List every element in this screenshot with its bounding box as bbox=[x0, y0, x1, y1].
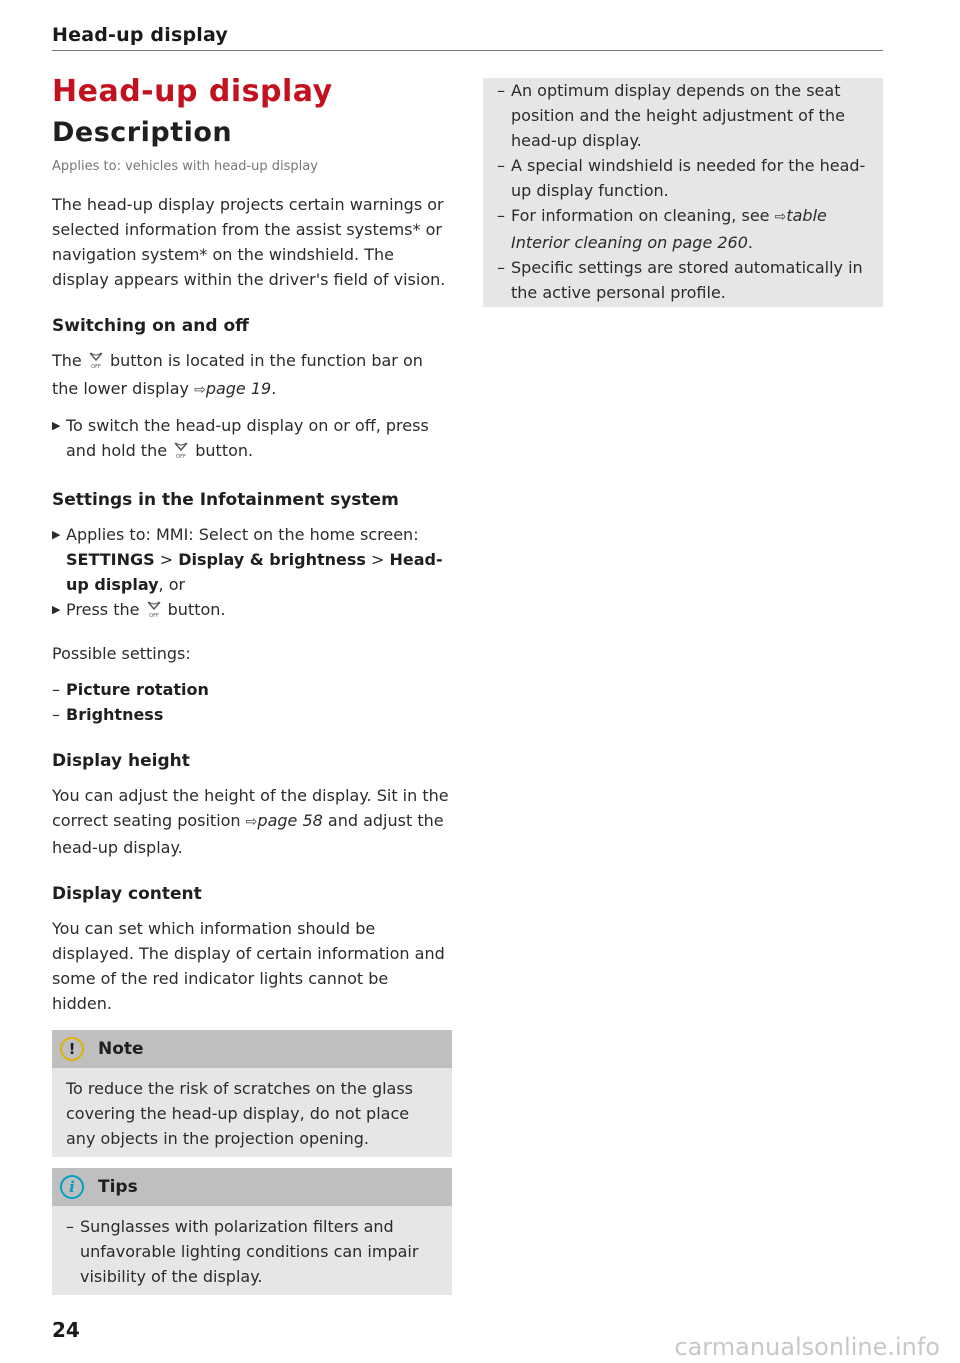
note-text: To reduce the risk of scratches on the glass covering the head-up display, do not place any objects in the projection opening. bbox=[52, 1068, 452, 1157]
page-title: Head-up display bbox=[52, 74, 333, 109]
display-content-paragraph: You can set which information should be displayed. The display of certain information and some of the red indicator lights cannot be hidden. bbox=[52, 919, 445, 1013]
triangle-bullet-icon: ▶ bbox=[52, 528, 61, 541]
heading-switching: Switching on and off bbox=[52, 316, 249, 336]
page-number: 24 bbox=[52, 1318, 80, 1342]
section-title: Description bbox=[52, 117, 233, 148]
exclamation-icon: ! bbox=[60, 1037, 84, 1061]
left-column bbox=[52, 72, 452, 1295]
page-ref-58[interactable]: page 58 bbox=[257, 811, 323, 830]
heading-display-content: Display content bbox=[52, 884, 202, 904]
ref-arrow-icon: ⇨ bbox=[194, 382, 206, 398]
hud-button-icon bbox=[173, 441, 189, 466]
list-item: – A special windshield is needed for the head-up display function. bbox=[497, 156, 866, 200]
svg-text:OFF: OFF bbox=[176, 454, 186, 459]
note-header: ! Note bbox=[52, 1030, 452, 1068]
switch-instruction: ▶ To switch the head-up display on or off, press and hold the OFF button. bbox=[52, 413, 452, 466]
list-item: – Brightness bbox=[52, 705, 164, 724]
page-ref-19[interactable]: page 19 bbox=[205, 379, 272, 398]
ref-arrow-icon: ⇨ bbox=[774, 209, 787, 225]
list-item: – An optimum display depends on the seat position and the height adjustment of the head-up display. bbox=[497, 81, 845, 150]
svg-text:OFF: OFF bbox=[91, 364, 101, 369]
list-item: – Specific settings are stored automatically in the active personal profile. bbox=[497, 258, 863, 302]
hud-button-icon bbox=[146, 600, 162, 625]
list-item: – Sunglasses with polarization filters and unfavorable lighting conditions can impair visibility of the display. bbox=[66, 1217, 419, 1286]
hud-button-icon bbox=[88, 351, 104, 376]
ref-arrow-icon: ⇨ bbox=[245, 814, 258, 830]
svg-text:OFF: OFF bbox=[148, 613, 159, 618]
settings-path-instruction: ▶ Applies to: MMI: Select on the home screen: SETTINGS > Display & brightness > Head-up display, or bbox=[52, 522, 452, 597]
heading-settings: Settings in the Infotainment system bbox=[52, 490, 399, 510]
tips-continued-box bbox=[483, 78, 883, 307]
applies-to-note: Applies to: vehicles with head-up display bbox=[52, 159, 318, 174]
header-rule bbox=[52, 50, 883, 51]
watermark: carmanualsonline.info bbox=[674, 1333, 940, 1361]
tips-body bbox=[52, 1206, 452, 1295]
list-item: – For information on cleaning, see ⇨table Interior cleaning on page 260. bbox=[497, 206, 827, 252]
right-column bbox=[483, 78, 883, 307]
running-header: Head-up display bbox=[52, 24, 228, 46]
triangle-bullet-icon: ▶ bbox=[52, 419, 61, 432]
intro-paragraph: The head-up display projects certain warnings or selected information from the assist systems* or navigation system* on the windshield. The display appears within the driver's field of vision. bbox=[52, 195, 446, 289]
press-button-instruction: ▶ Press the OFF button. bbox=[52, 597, 452, 625]
list-item: – Picture rotation bbox=[52, 680, 209, 699]
display-height-paragraph: You can adjust the height of the display. Sit in the correct seating position ⇨page 58 and adjust the head-up display. bbox=[52, 786, 449, 857]
tips-box bbox=[52, 1168, 452, 1295]
triangle-bullet-icon: ▶ bbox=[52, 603, 61, 616]
note-box bbox=[52, 1030, 452, 1157]
tips-header: i Tips bbox=[52, 1168, 452, 1206]
info-icon: i bbox=[60, 1175, 84, 1199]
switching-paragraph: The OFF button is located in the function bar on the lower display ⇨page 19. bbox=[52, 351, 423, 398]
possible-settings-label: Possible settings: bbox=[52, 644, 191, 663]
table-ref-260[interactable]: table Interior cleaning on page 260 bbox=[511, 206, 827, 252]
heading-display-height: Display height bbox=[52, 751, 190, 771]
